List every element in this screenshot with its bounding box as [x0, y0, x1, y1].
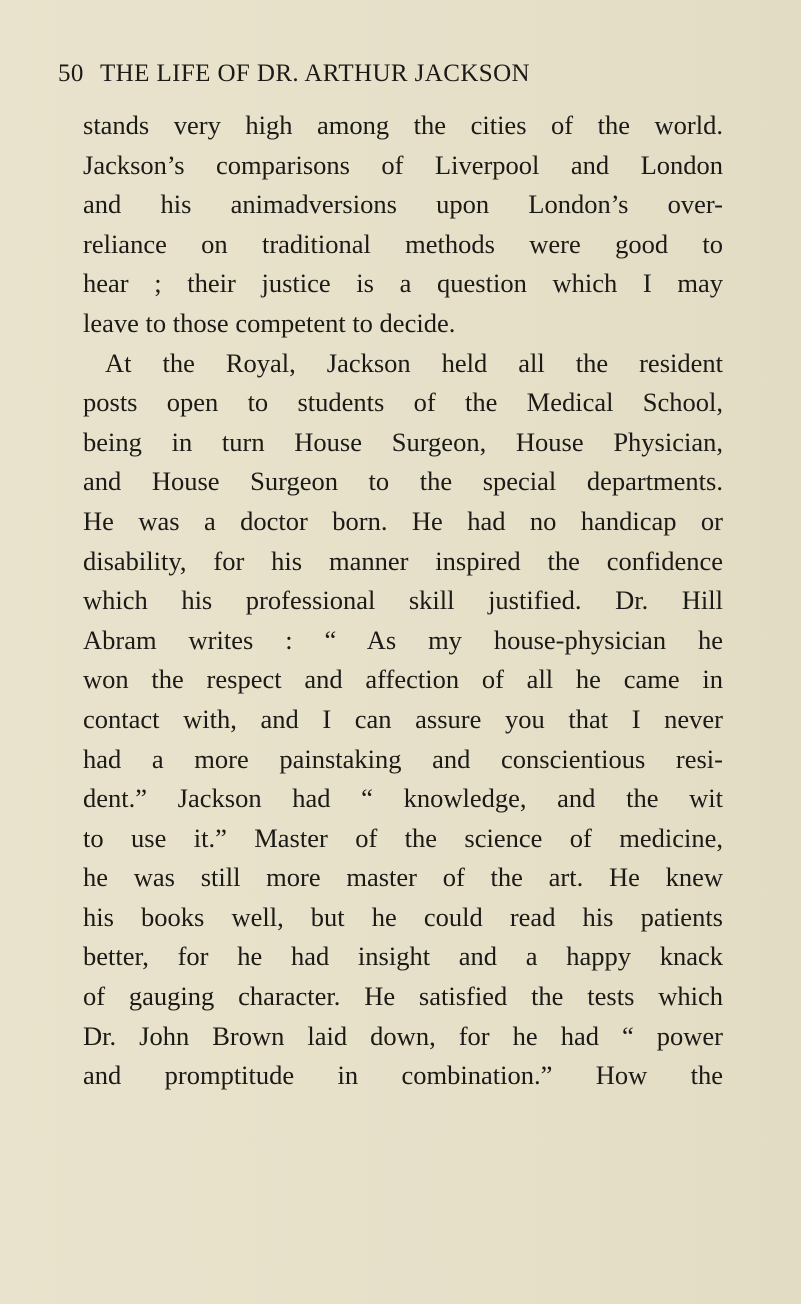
text-line: and House Surgeon to the special departments. — [83, 466, 723, 497]
text-line: which his professional skill justified. Dr. Hill — [83, 585, 723, 616]
text-line: Abram writes : “ As my house-physician he — [83, 624, 723, 655]
text-line: leave to those competent to decide. — [83, 307, 456, 338]
text-line: and promptitude in combination.” How the — [83, 1060, 723, 1091]
text-line: to use it.” Master of the science of medicine, — [83, 822, 723, 853]
text-line: dent.” Jackson had “ knowledge, and the wit — [83, 783, 723, 814]
text-line: and his animadversions upon London’s over- — [83, 189, 723, 220]
text-line: hear ; their justice is a question which I may — [83, 268, 723, 299]
text-line: reliance on traditional methods were good to — [83, 228, 723, 259]
running-title: THE LIFE OF DR. ARTHUR JACKSON — [100, 60, 530, 87]
text-line: Dr. John Brown laid down, for he had “ power — [83, 1020, 723, 1051]
text-line: won the respect and affection of all he came in — [83, 664, 723, 695]
text-line: He was a doctor born. He had no handicap or — [83, 505, 723, 536]
text-line: he was still more master of the art. He knew — [83, 862, 723, 893]
text-line: At the Royal, Jackson held all the resident — [105, 347, 723, 378]
text-line: his books well, but he could read his patients — [83, 901, 723, 932]
running-head — [58, 56, 718, 92]
text-line: better, for he had insight and a happy knack — [83, 941, 723, 972]
page-number: 50 — [58, 60, 84, 87]
text-line: contact with, and I can assure you that I never — [83, 703, 723, 734]
text-line: of gauging character. He satisfied the tests which — [83, 981, 723, 1012]
body-text — [83, 106, 723, 1096]
text-line: Jackson’s comparisons of Liverpool and London — [83, 149, 723, 180]
text-line: being in turn House Surgeon, House Physician, — [83, 426, 723, 457]
text-line: had a more painstaking and conscientious resi- — [83, 743, 723, 774]
text-line: stands very high among the cities of the world. — [83, 110, 723, 140]
text-line: disability, for his manner inspired the confidence — [83, 545, 723, 576]
text-line: posts open to students of the Medical School, — [83, 387, 723, 418]
